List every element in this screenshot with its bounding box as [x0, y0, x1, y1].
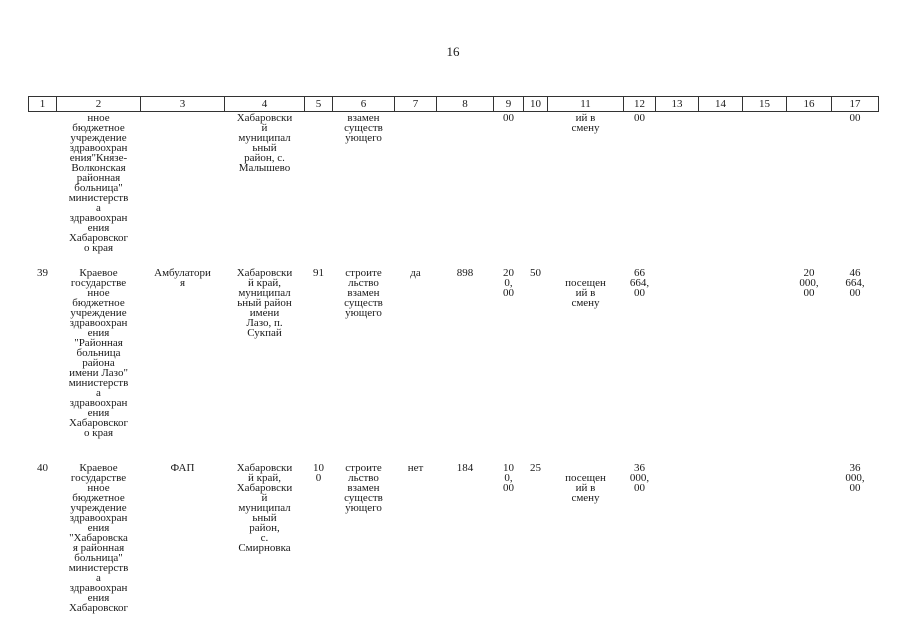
table-cell: 898	[456, 267, 474, 279]
column-header: 8	[437, 97, 494, 112]
column-header: 3	[141, 97, 225, 112]
table-cell: Краевое государстве нное бюджетное учреждение здравоохран ения "Хабаровска я районная больница" министерств а здравоохран ения Хабаровског	[68, 462, 129, 614]
column-header: 2	[57, 97, 141, 112]
column-header: 6	[333, 97, 395, 112]
column-header: 16	[787, 97, 832, 112]
table-cell: взамен существ ующего	[344, 112, 383, 144]
table-cell: 46 664, 00	[845, 267, 865, 299]
table-cell: 00	[634, 112, 645, 124]
table-cell	[29, 112, 57, 266]
column-header: 17	[832, 97, 879, 112]
table-cell: 91	[313, 267, 324, 279]
table-cell: 184	[456, 462, 474, 474]
table-cell	[141, 112, 225, 266]
table-cell: 36 000, 00	[845, 462, 865, 494]
table-cell: Хабаровски й муниципал ьный район, с. Малышево	[236, 112, 293, 174]
table-cell: 36 000, 00	[629, 462, 650, 494]
table-cell: 40	[37, 462, 48, 474]
table-cell: посещен ий в смену	[565, 472, 606, 504]
column-header: 13	[656, 97, 699, 112]
table-cell: строите льство взамен существ ующего	[344, 267, 383, 319]
table-cell	[787, 112, 832, 266]
column-header: 11	[548, 97, 624, 112]
table-cell: строите льство взамен существ ующего	[344, 462, 383, 514]
table-cell: 39	[37, 267, 48, 279]
table-cell	[524, 112, 548, 266]
table-cell: 25	[530, 462, 541, 474]
table-cell: нет	[407, 462, 424, 474]
table-cell: Хабаровски й край, Хабаровски й муниципал ьный район, с. Смирновка	[236, 462, 293, 554]
table-cell: 00	[503, 112, 514, 124]
table-cell	[656, 265, 699, 460]
column-header: 1	[29, 97, 57, 112]
table-cell: ий в смену	[571, 112, 600, 134]
table-row	[29, 460, 879, 643]
table-cell: 10 0, 00	[503, 462, 514, 494]
table-cell: Амбулатори я	[154, 267, 211, 289]
page-number: 16	[446, 44, 460, 59]
column-header: 12	[624, 97, 656, 112]
table-cell	[437, 112, 494, 266]
table-row	[29, 265, 879, 460]
table-cell	[743, 460, 787, 643]
table-cell	[305, 112, 333, 266]
table-cell: 00	[849, 112, 861, 124]
column-header: 14	[699, 97, 743, 112]
table-cell: 20 0, 00	[503, 267, 514, 299]
column-header: 5	[305, 97, 333, 112]
table-cell	[699, 460, 743, 643]
column-header: 15	[743, 97, 787, 112]
table-cell: 10 0	[313, 462, 324, 484]
header-row	[29, 97, 879, 112]
column-header: 7	[395, 97, 437, 112]
data-table	[28, 96, 879, 643]
table-cell	[743, 265, 787, 460]
table-cell: 50	[530, 267, 541, 279]
table-cell	[787, 460, 832, 643]
table-cell: Хабаровски й край, муниципал ьный район имени Лазо, п. Сукпай	[236, 267, 293, 339]
table-cell	[699, 265, 743, 460]
table-row	[29, 112, 879, 266]
table-cell	[699, 112, 743, 266]
column-header: 10	[524, 97, 548, 112]
table-cell	[395, 112, 437, 266]
table-cell: да	[410, 267, 421, 279]
table-cell: ФАП	[170, 462, 195, 474]
table-cell: нное бюджетное учреждение здравоохран ения"Князе- Волконская районная больница" министерств а здравоохран ения Хабаровског о края	[68, 112, 129, 254]
table-cell	[743, 112, 787, 266]
table-cell	[656, 460, 699, 643]
column-header: 9	[494, 97, 524, 112]
column-header: 4	[225, 97, 305, 112]
table-cell: 20 000, 00	[799, 267, 819, 299]
table-cell	[656, 112, 699, 266]
table-cell: Краевое государстве нное бюджетное учреждение здравоохран ения "Районная больница района имени Лазо" министерств а здравоохран ения Хабаровског о края	[68, 267, 129, 439]
table-cell: 66 664, 00	[629, 267, 650, 299]
table-cell: посещен ий в смену	[565, 277, 606, 309]
